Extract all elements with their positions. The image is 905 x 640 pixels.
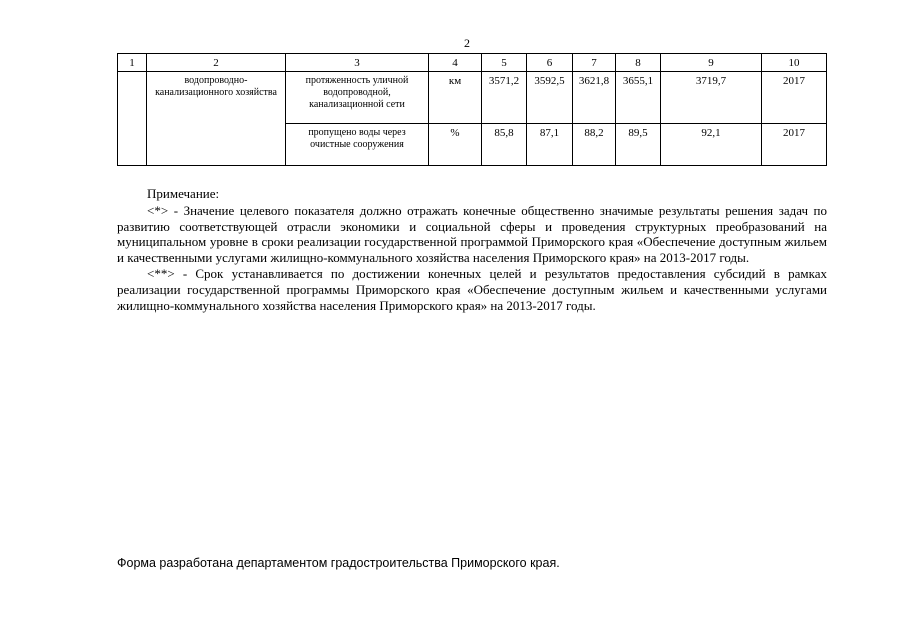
unit-cell: % bbox=[429, 124, 482, 166]
header-cell: 9 bbox=[661, 54, 762, 72]
unit-cell: км bbox=[429, 72, 482, 124]
header-cell: 7 bbox=[573, 54, 616, 72]
indicator-name: протяженность уличной водопроводной, канализационной сети bbox=[286, 72, 429, 124]
indicators-table bbox=[117, 53, 827, 166]
year-cell: 2017 bbox=[762, 72, 827, 124]
value-cell: 92,1 bbox=[661, 124, 762, 166]
table-row bbox=[118, 72, 827, 124]
table-header-row bbox=[118, 54, 827, 72]
note-paragraph-1: <*> - Значение целевого показателя должно отражать конечные общественно значимые результаты решения задач по развитию соответствующей отрасли экономики и социальной сферы и проведения структурных преобразований на муниципальном уровне в сроки реализации государственной программой Приморского края «Обеспечение доступным жильем и качественными услугами жилищно-коммунального хозяйства населения Приморского края» на 2013-2017 годы. bbox=[117, 202, 827, 266]
value-cell: 3571,2 bbox=[482, 72, 527, 124]
value-cell: 3655,1 bbox=[616, 72, 661, 124]
header-cell: 3 bbox=[286, 54, 429, 72]
value-cell: 88,2 bbox=[573, 124, 616, 166]
header-cell: 6 bbox=[527, 54, 573, 72]
year-cell: 2017 bbox=[762, 124, 827, 166]
value-cell: 87,1 bbox=[527, 124, 573, 166]
header-cell: 2 bbox=[147, 54, 286, 72]
value-cell: 89,5 bbox=[616, 124, 661, 166]
indicator-name: пропущено воды через очистные сооружения bbox=[286, 124, 429, 166]
page-number: 2 bbox=[464, 36, 470, 50]
note-section bbox=[117, 186, 827, 313]
note-paragraph-2: <**> - Срок устанавливается по достижении конечных целей и результатов предоставления субсидий в рамках реализации государственной программы Приморского края «Обеспечение доступным жильем и качественными услугами жилищно-коммунального хозяйства населения Приморского края» на 2013-2017 годы. bbox=[117, 265, 827, 313]
value-cell: 3621,8 bbox=[573, 72, 616, 124]
header-cell: 8 bbox=[616, 54, 661, 72]
value-cell: 3719,7 bbox=[661, 72, 762, 124]
header-cell: 4 bbox=[429, 54, 482, 72]
header-cell: 5 bbox=[482, 54, 527, 72]
value-cell: 85,8 bbox=[482, 124, 527, 166]
value-cell: 3592,5 bbox=[527, 72, 573, 124]
header-cell: 10 bbox=[762, 54, 827, 72]
empty-cell bbox=[118, 72, 147, 166]
note-title: Примечание: bbox=[147, 186, 220, 201]
footer-text: Форма разработана департаментом градостроительства Приморского края. bbox=[117, 556, 560, 570]
group-label: водопроводно-канализационного хозяйства bbox=[147, 72, 286, 166]
header-cell: 1 bbox=[118, 54, 147, 72]
